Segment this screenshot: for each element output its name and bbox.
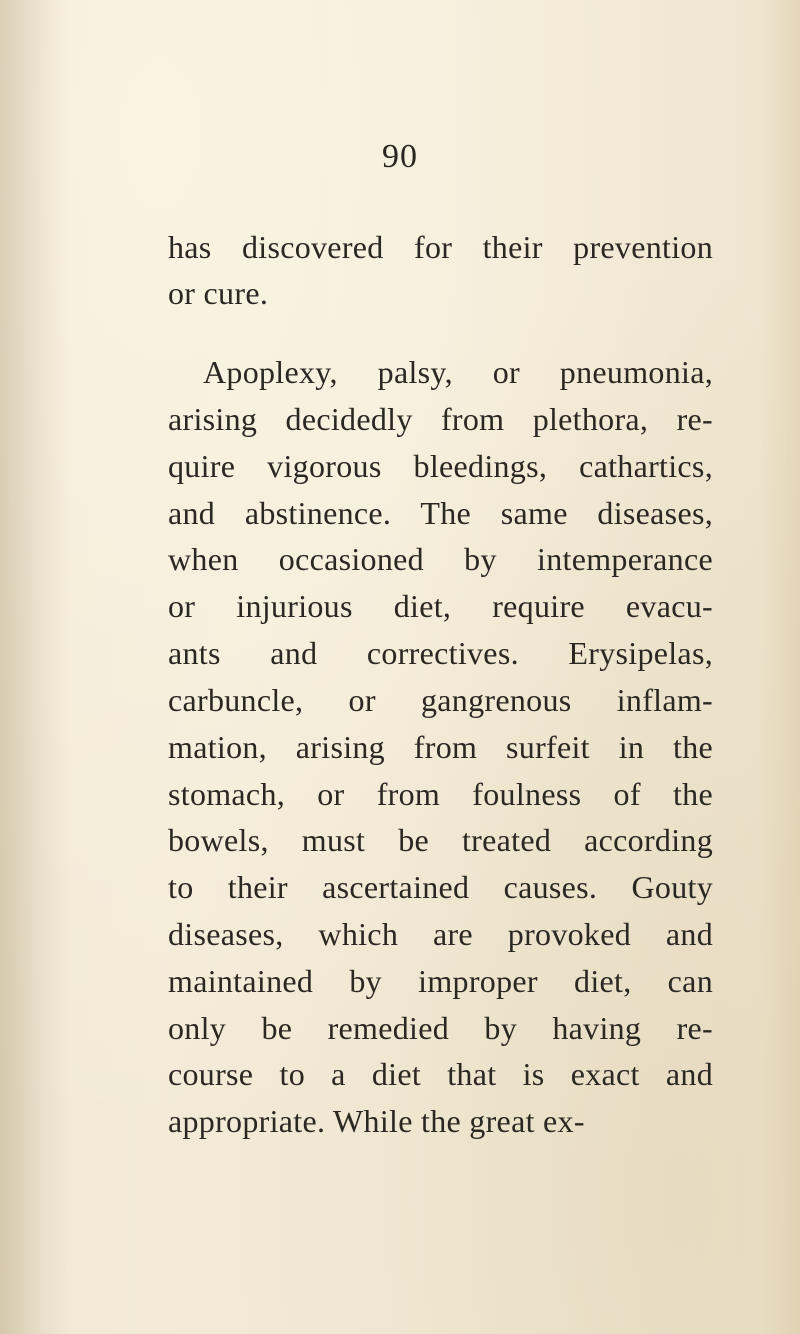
text-line: course to a diet that is exact and [168,1056,713,1092]
text-line: when occasioned by intemperance [168,541,713,577]
text-line: arising decidedly from plethora, re- [168,401,713,437]
text-line: maintained by improper diet, can [168,963,713,999]
text-line: mation, arising from surfeit in the [168,729,713,765]
text-line: and abstinence. The same diseases, [168,495,713,531]
text-line: has discovered for their prevention [168,229,713,265]
text-line: quire vigorous bleedings, cathartics, [168,448,713,484]
text-line: Apoplexy, palsy, or pneumonia, [203,354,713,390]
text-line: appropriate. While the great ex- [168,1103,585,1139]
text-line: bowels, must be treated according [168,822,713,858]
page-gutter-shadow [0,0,70,1334]
text-line: stomach, or from foulness of the [168,776,713,812]
text-line: ants and correctives. Erysipelas, [168,635,713,671]
page-number: 90 [382,138,418,175]
text-line: to their ascertained causes. Gouty [168,869,713,905]
text-line: diseases, which are provoked and [168,916,713,952]
text-line: or cure. [168,275,269,311]
text-line: or injurious diet, require evacu- [168,588,713,624]
text-line: carbuncle, or gangrenous inflam- [168,682,713,718]
text-line: only be remedied by having re- [168,1010,713,1046]
